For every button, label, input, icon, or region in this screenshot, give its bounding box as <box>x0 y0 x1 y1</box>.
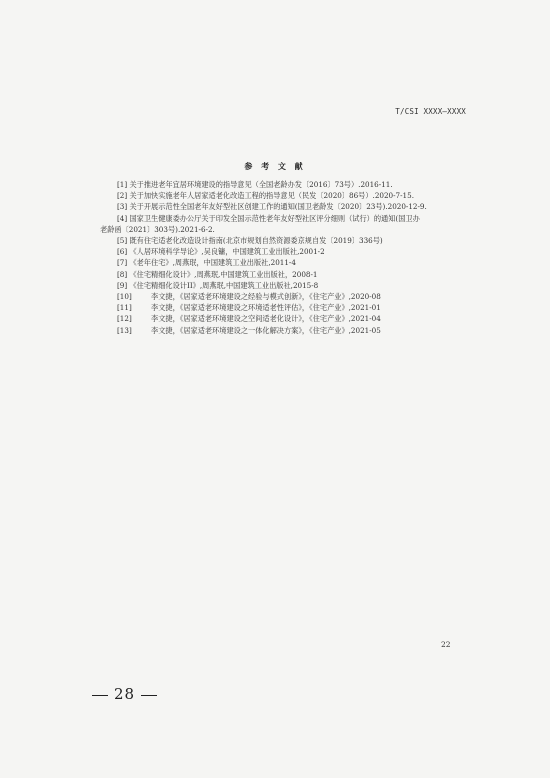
reference-item: [13] 李文捷，《居家适老环境建设之一体化解决方案》，《住宅产业》,2021-05 <box>117 325 381 335</box>
reference-item: [8] 《住宅精细化设计》,周燕珉,中国建筑工业出版社，2008-1 <box>117 269 318 279</box>
reference-item: [3] 关于开展示范性全国老年友好型社区创建工作的通知(国卫老龄发〔2020〕23号).2020-12-9. <box>117 202 427 212</box>
reference-item: [11] 李文捷，《居家适老环境建设之环境适老性评估》，《住宅产业》,2021-01 <box>117 303 381 313</box>
reference-item: [1] 关于推进老年宜居环境建设的指导意见（全国老龄办发〔2016〕73号）.2016-11. <box>117 180 393 189</box>
inner-page-number: 22 <box>441 640 451 649</box>
reference-item: [2] 关于加快实施老年人居家适老化改造工程的指导意见（民发〔2020〕86号）.2020-7-15. <box>117 191 414 201</box>
reference-item: [9] 《住宅精细化设计II》,周燕珉,中国建筑工业出版社,2015-8 <box>117 280 319 290</box>
footer-page-number: 28 <box>114 685 136 703</box>
reference-item: [6] 《人居环境科学导论》,吴良镛，中国建筑工业出版社,2001-2 <box>117 247 325 257</box>
reference-item: [4] 国家卫生健康委办公厅关于印发全国示范性老年友好型社区评分细则（试行）的通知(国卫办 老龄函〔2021〕303号).2021-6-2. <box>117 213 473 235</box>
footer-dash-left <box>92 695 108 696</box>
reference-list <box>100 179 473 336</box>
section-title: 参 考 文 献 <box>244 161 306 171</box>
footer-dash-right <box>141 695 157 696</box>
document-code: T/CSI XXXX—XXXX <box>395 107 466 116</box>
reference-item: [7] 《老年住宅》,周燕珉，中国建筑工业出版社,2011-4 <box>117 258 296 268</box>
page-footer <box>86 685 163 703</box>
reference-item: [12] 李文捷，《居家适老环境建设之空间适老化设计》，《住宅产业》,2021-04 <box>117 314 381 324</box>
reference-continuation: 老龄函〔2021〕303号).2021-6-2. <box>100 224 215 234</box>
reference-item: [5] 既有住宅适老化改造设计指南(北京市规划自然资源委京规自发〔2019〕336号) <box>117 236 383 246</box>
reference-item: [10] 李文捷，《居家适老环境建设之经验与模式创新》，《住宅产业》,2020-08 <box>117 292 381 302</box>
